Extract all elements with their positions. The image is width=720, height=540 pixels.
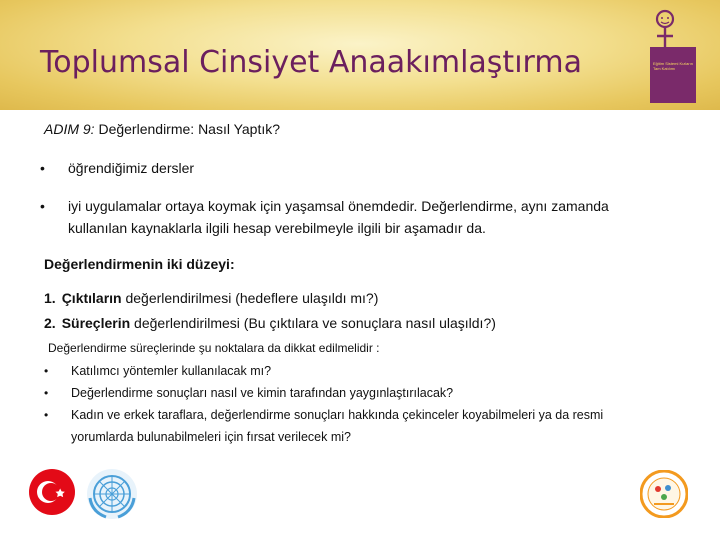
children-round-logo-icon	[640, 470, 688, 518]
step-label: ADIM 9:	[44, 121, 95, 137]
process-intro: Değerlendirme süreçlerinde şu noktalara da dikkat edilmelidir :	[48, 341, 380, 355]
turkish-flag-icon	[28, 468, 76, 516]
bullet-text: öğrendiğimiz dersler	[68, 160, 195, 176]
item-number: 2.	[44, 315, 56, 331]
bullet-marker: •	[44, 386, 49, 400]
item-bold: Çıktıların	[61, 290, 122, 306]
step-text: Değerlendirme: Nasıl Yaptık?	[94, 121, 281, 137]
project-logo	[650, 47, 696, 103]
bullet-marker: •	[40, 160, 45, 176]
item-rest: değerlendirilmesi (Bu çıktılara ve sonuçlara nasıl ulaşıldı?)	[130, 315, 496, 331]
bullet-text: Kadın ve erkek taraflara, değerlendirme sonuçları hakkında çekinceler koyabilmeleri ya da resmi yorumlarda bulunabilmeleri için fırsat verilecek mi?	[71, 408, 604, 444]
item-number: 1.	[44, 290, 56, 306]
logo-text: Eğitim Sistemi Kızların Tam Katılımı	[653, 61, 694, 71]
un-emblem-icon	[86, 468, 138, 520]
bullet-text: iyi uygulamalar ortaya koymak için yaşamsal önemdedir. Değerlendirme, aynı zamanda kullanılan kaynaklarla ilgili hesap verebilmeyle ilgili bir aşamadır da.	[68, 198, 609, 236]
bullet-marker: •	[40, 198, 45, 214]
item-rest: değerlendirilmesi (hedeflere ulaşıldı mı?)	[121, 290, 379, 306]
bullet-text: Değerlendirme sonuçları nasıl ve kimin tarafından yaygınlaştırılacak?	[71, 386, 454, 400]
step-heading	[44, 121, 280, 137]
levels-heading: Değerlendirmenin iki düzeyi:	[44, 256, 235, 272]
numbered-item	[44, 290, 378, 306]
bullet-marker: •	[44, 408, 49, 422]
bullet-text: Katılımcı yöntemler kullanılacak mı?	[71, 364, 272, 378]
numbered-item	[44, 315, 496, 331]
item-bold: Süreçlerin	[61, 315, 131, 331]
page-title: Toplumsal Cinsiyet Anaakımlaştırma	[40, 45, 582, 80]
bullet-marker: •	[44, 364, 49, 378]
